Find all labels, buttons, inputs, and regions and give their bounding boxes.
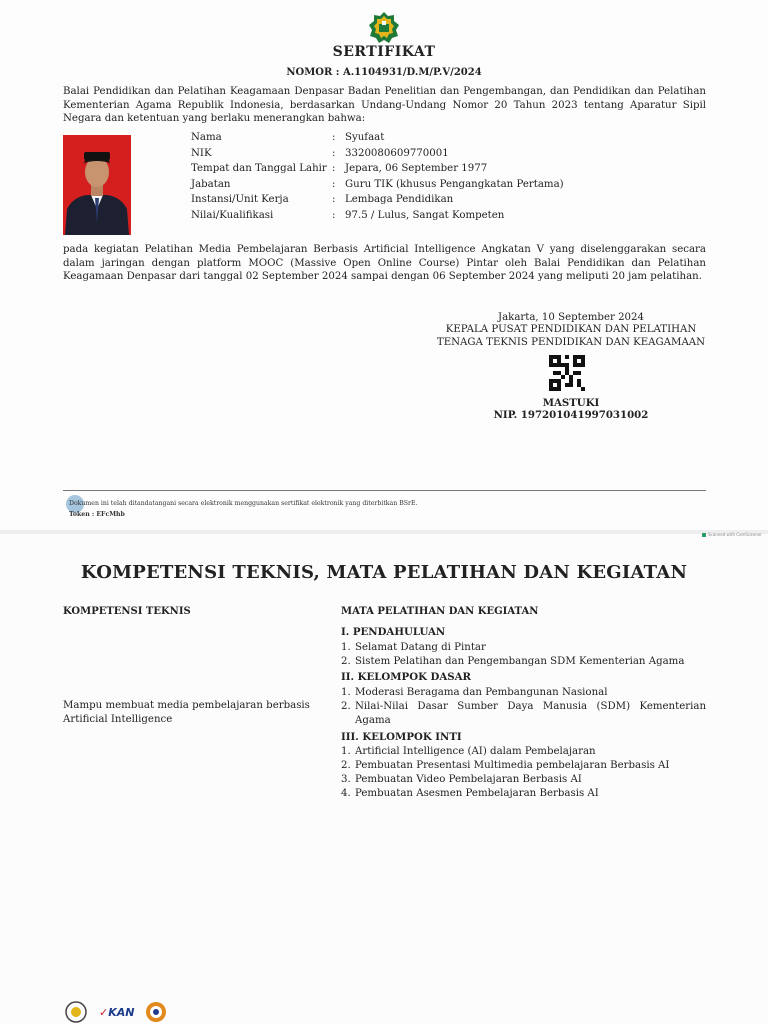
ministry-emblem-icon [367, 11, 401, 45]
field-label: Jabatan [191, 178, 231, 190]
field-value: Syufaat [345, 132, 385, 143]
field-colon: : [332, 178, 336, 190]
field-colon: : [332, 194, 336, 205]
signature-position-line2: TENAGA TEKNIS PENDIDIKAN DAN KEAGAMAAN [436, 337, 706, 348]
participant-fields [191, 132, 564, 225]
field-value: Guru TIK (khusus Pengangkatan Pertama) [345, 178, 564, 190]
e-signature-note: Dokumen ini telah ditandatangani secara elektronik menggunakan sertifikat elektronik yang diterbitkan BSrE. [69, 500, 418, 507]
camscanner-icon [702, 533, 706, 537]
section-title: III. KELOMPOK INTI [341, 730, 462, 743]
certificate-body: pada kegiatan Pelatihan Media Pembelajaran Berbasis Artificial Intelligence Angkatan V yang diselenggarakan secara dalam jaringan dengan platform MOOC (Massive Open Online Course) Pintar oleh Balai Pendidikan dan Pelatihan Keagamaan Denpasar dari tanggal 02 September 2024 sampai dengan 06 September 2024 yang meliputi 20 jam pelatihan. [63, 244, 706, 283]
field-label: NIK [191, 147, 212, 159]
certificate-number: NOMOR : A.1104931/D.M/P.V/2024 [286, 67, 482, 78]
signature-qr-code [549, 355, 585, 391]
list-item: 3. Pembuatan Video Pembelajaran Berbasis AI [341, 773, 706, 787]
iso-logo-icon [144, 1001, 168, 1023]
course-section [341, 626, 706, 668]
list-item: 4. Pembuatan Asesmen Pembelajaran Berbasis AI [341, 787, 706, 801]
list-item-text: Nilai-Nilai Dasar Sumber Daya Manusia (SDM) Kementerian Agama [355, 700, 706, 726]
list-item-text: Pembuatan Asesmen Pembelajaran Berbasis AI [355, 787, 599, 799]
signer-name: MASTUKI [542, 397, 600, 409]
list-item-text: Artificial Intelligence (AI) dalam Pembelajaran [355, 746, 596, 758]
list-item-text: Moderasi Beragama dan Pembangunan Nasional [355, 687, 608, 699]
field-value: Jepara, 06 September 1977 [345, 163, 488, 174]
field-colon: : [332, 132, 336, 143]
field-colon: : [332, 209, 336, 221]
camscanner-text: Scanned with CamScanner [708, 532, 762, 537]
field-value: 3320080609770001 [345, 147, 449, 159]
field-label: Instansi/Unit Kerja [191, 194, 289, 205]
field-label: Tempat dan Tanggal Lahir [191, 163, 327, 174]
kan-logo-mark: ✓ [99, 1005, 109, 1019]
signature-place-date: Jakarta, 10 September 2024 [497, 312, 645, 323]
field-colon: : [332, 147, 336, 159]
list-item: 1. Artificial Intelligence (AI) dalam Pembelajaran [341, 745, 706, 759]
footer-logos [63, 1000, 168, 1024]
list-item-text: Pembuatan Presentasi Multimedia pembelajaran Berbasis AI [355, 760, 670, 772]
field-label: Nilai/Kualifikasi [191, 209, 274, 221]
section-title: II. KELOMPOK DASAR [341, 671, 471, 684]
course-sections [341, 626, 706, 804]
competency-title: KOMPETENSI TEKNIS, MATA PELATIHAN DAN KEGIATAN [80, 562, 688, 583]
list-item-text: Pembuatan Video Pembelajaran Berbasis AI [355, 773, 582, 785]
field-row [191, 179, 564, 195]
kan-logo [99, 1006, 134, 1019]
kan-logo-text: KAN [108, 1005, 135, 1019]
verification-token: Token : EFcMhb [69, 511, 125, 518]
field-row [191, 132, 564, 148]
certificate-intro: Balai Pendidikan dan Pelatihan Keagamaan Denpasar Badan Penelitian dan Pengembangan, dan Pendidikan dan Pelatihan Kementerian Agama Republik Indonesia, berdasarkan Undang-Undang Nomor 20 Tahun 2023 tentang Aparatur Sipil Negara dan ketentuan yang berlaku menerangkan bahwa: [63, 86, 706, 125]
field-value: Lembaga Pendidikan [345, 194, 454, 205]
section-title: I. PENDAHULUAN [341, 626, 446, 638]
lan-logo-icon [63, 1001, 89, 1023]
competency-text: Mampu membuat media pembelajaran berbasis Artificial Intelligence [63, 700, 310, 725]
field-label: Nama [191, 132, 222, 143]
field-row [191, 163, 564, 179]
competency-column-header: KOMPETENSI TEKNIS [63, 606, 191, 617]
signature-position-line1: KEPALA PUSAT PENDIDIKAN DAN PELATIHAN [445, 324, 697, 335]
certificate-title: SERTIFIKAT [332, 44, 436, 60]
field-row [191, 148, 564, 164]
field-row [191, 210, 564, 226]
list-item: 1. Moderasi Beragama dan Pembangunan Nasional [341, 686, 706, 700]
courses-column-header: MATA PELATIHAN DAN KEGIATAN [341, 606, 539, 617]
participant-photo [63, 135, 131, 235]
list-item-text: Sistem Pelatihan dan Pengembangan SDM Kementerian Agama [355, 655, 685, 667]
list-item: 2. Sistem Pelatihan dan Pengembangan SDM Kementerian Agama [341, 655, 706, 669]
list-item-text: Selamat Datang di Pintar [355, 641, 486, 653]
footer-divider [63, 490, 706, 491]
field-row [191, 194, 564, 210]
course-section [341, 731, 706, 801]
signer-nip: NIP. 197201041997031002 [493, 409, 649, 421]
list-item: 2. Pembuatan Presentasi Multimedia pembelajaran Berbasis AI [341, 759, 706, 773]
field-value: 97.5 / Lulus, Sangat Kompeten [345, 209, 505, 221]
camscanner-watermark [702, 532, 762, 537]
list-item: 1. Selamat Datang di Pintar [341, 641, 706, 655]
field-colon: : [332, 163, 336, 174]
list-item: 2. Nilai-Nilai Dasar Sumber Daya Manusia (SDM) Kementerian Agama [341, 700, 706, 726]
course-section [341, 671, 706, 727]
